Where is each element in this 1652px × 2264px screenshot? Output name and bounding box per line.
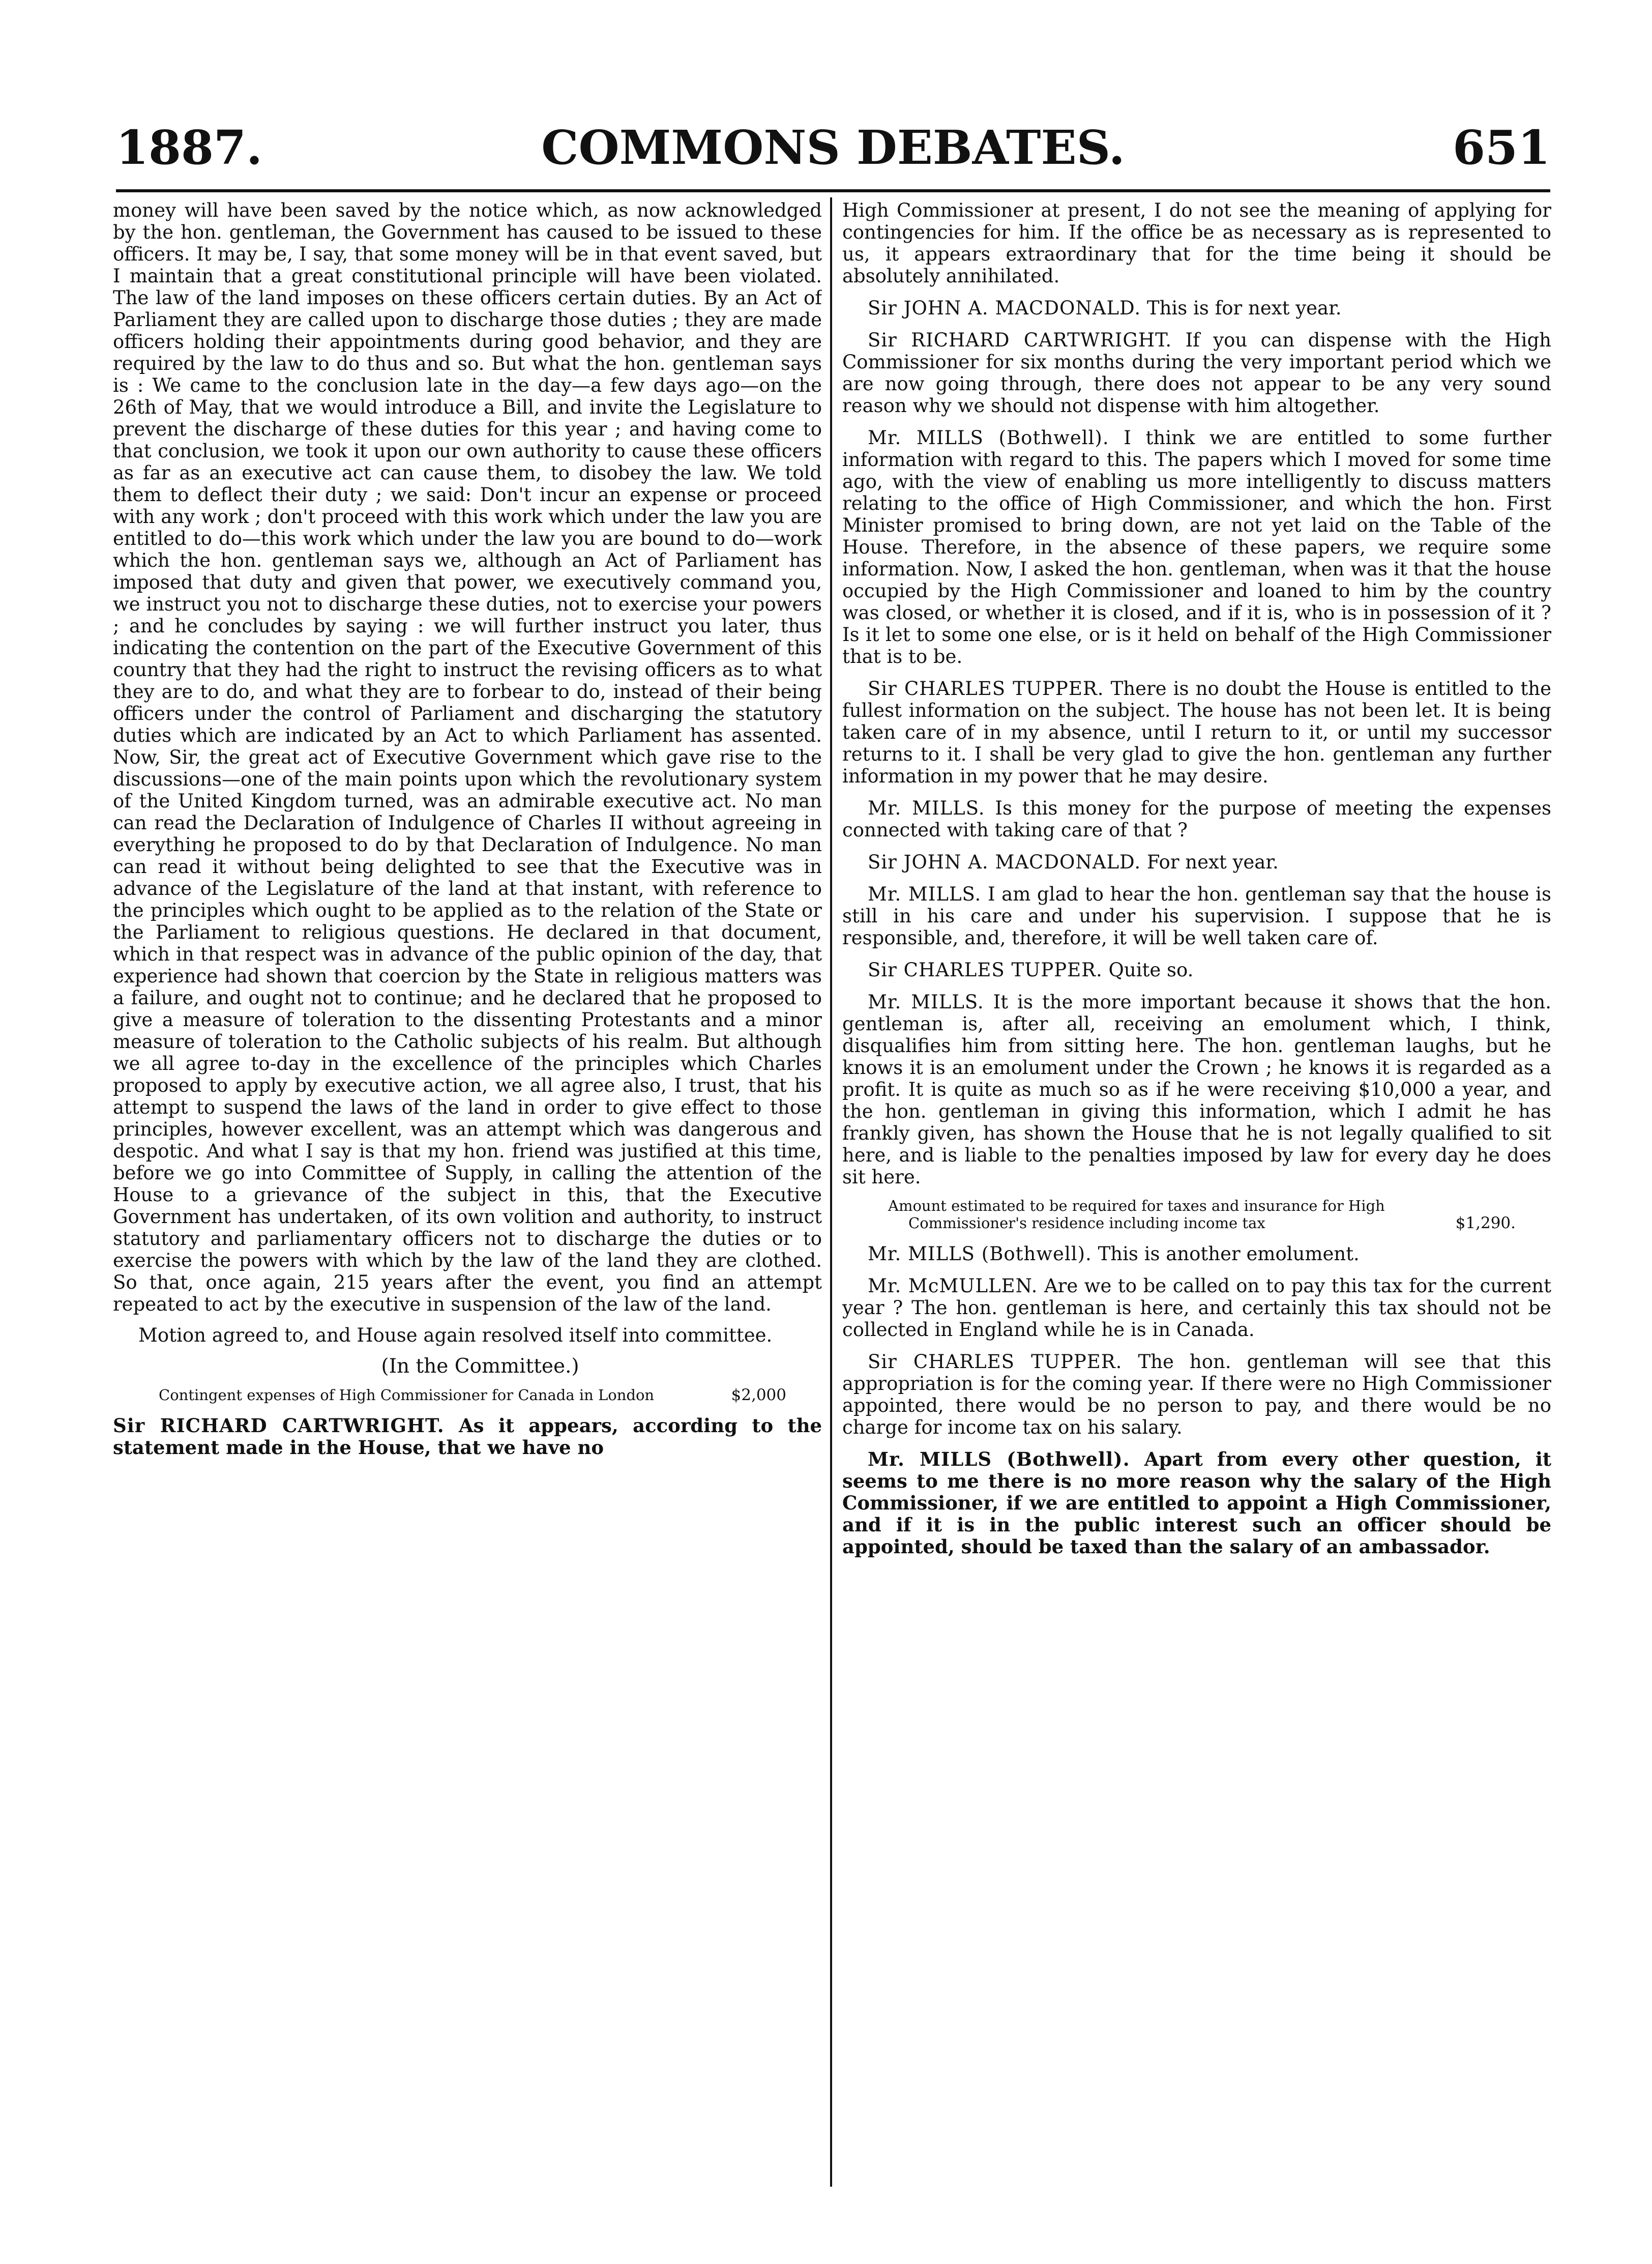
speech-text: It is the more important because it shows that the hon. gentleman is, after all, receiving an emolument which, I think, disqualifies him from sitting here. The hon. gentleman laughs, but he knows it is an emolument under the Crown ; he knows it is regarded as a profit. It is quite as much so as if he were receiving $10,000 a year, and the hon. gentleman in giving this information, which I admit he has frankly given, has shown the House that he is not legally qualified to sit here, and is liable to the penalties imposed by law for every day he does sit here. (842, 991, 1551, 1188)
paragraph: money will have been saved by the notice which, as now acknowledged by the hon. gentleman, the Government has caused to be issued to these officers. It may be, I say, that some money will be in that event saved, but I maintain that a great constitutional principle will have been violated. The law of the land imposes on these officers certain duties. By an Act of Parliament they are called upon to discharge those duties ; they are made officers holding their appointments during good behavior, and they are required by the law to do thus and so. But what the hon. gentleman says is : We came to the conclusion late in the day—a few days ago—on the 26th of May, that we would introduce a Bill, and invite the Legislature to prevent the discharge of these duties for this year ; and having come to that conclusion, we took it upon our own authority to cause these officers as far as an executive act can cause them, to disobey the law. We told them to deflect their duty ; we said: Don't incur an expense or proceed with any work ; don't proceed with this work which under the law you are entitled to do—this work which under the law you are bound to do—work which the hon. gentleman says we, although an Act of Parliament has imposed that duty and given that power, we executively command you, we instruct you not to discharge these duties, not to exercise your powers ; and he concludes by saying : we will further instruct you later, thus indicating the contention on the part of the Executive Government of this country that they had the right to instruct the revising officers as to what they are to do, and what they are to forbear to do, instead of their being officers under the control of Parliament and discharging the statutory duties which are indicated by an Act to which Parliament has assented. Now, Sir, the great act of Executive Government which gave rise to the discussions—one of the main points upon which the revolutionary system of the United Kingdom turned, was an admirable executive act. No man can read the Declaration of Indulgence of Charles II without agreeing in everything he proposed to do by that Declaration of Indulgence. No man can read it without being delighted to see that the Executive was in advance of the Legislature of the land at that instant, with reference to the principles which ought to be applied as to the relation of the State or the Parliament to religious questions. He declared in that document, which in that respect was in advance of the public opinion of the day, that experience had shown that coercion by the State in religious matters was a failure, and ought not to continue; and he declared that he proposed to give a measure of toleration to the dissenting Protestants and a minor measure of toleration to the Catholic subjects of his realm. But although we all agree to-day in the excellence of the principles which Charles proposed to apply by executive action, we all agree also, I trust, that his attempt to suspend the laws of the land in order to give effect to those principles, however excellent, was an attempt which was dangerous and despotic. And what I say is that my hon. friend was justified at this time, before we go into Committee of Supply, in calling the attention of the House to a grievance of the subject in this, that the Executive Government has undertaken, of its own volition and authority, to instruct statutory and parliamentary officers not to discharge the duties or to exercise the powers with which by the law of the land they are clothed. So that, once again, 215 years after the event, you find an attempt repeated to act by the executive in suspension of the law of the land. (113, 199, 822, 1315)
supply-vote-item (159, 1386, 807, 1404)
speech-text: Is this money for the purpose of meeting the expenses connected with taking care of that ? (842, 797, 1551, 841)
speech-text: This is another emolument. (1098, 1243, 1360, 1265)
speech-paragraph (842, 991, 1551, 1188)
speech-paragraph (842, 297, 1551, 319)
speech-text: This is for next year. (1146, 297, 1342, 319)
header-title: COMMONS DEBATES. (541, 120, 1125, 175)
supply-vote-item (888, 1197, 1536, 1232)
speech-paragraph (842, 329, 1551, 417)
speaker-name: Sir CHARLES TUPPER. (868, 678, 1104, 700)
speech-text: Are we to be called on to pay this tax for the current year ? The hon. gentleman is here, and certainly this tax should not be collected in England while he is in Canada. (842, 1275, 1551, 1341)
speaker-name: Sir CHARLES TUPPER. (868, 959, 1103, 981)
speech-text: I think we are entitled to some further information with regard to this. The papers which I moved for some time ago, with the view of enabling us more intelligently to discuss matters relating to the office of High Commissioner, and which the hon. First Minister promised to bring down, are not yet laid on the Table of the House. Therefore, in the absence of these papers, we require some information. Now, I asked the hon. gentleman, when was it that the house occupied by the High Commissioner and loaned to him by the country was closed, or whether it is closed, and if it is, who is in possession of it ? Is it let to some one else, or is it held on behalf of the High Commissioner that is to be. (842, 427, 1551, 667)
speech-paragraph (842, 1275, 1551, 1341)
speech-paragraph (842, 959, 1551, 981)
speaker-name: Mr. MILLS (Bothwell). (868, 1243, 1092, 1265)
speaker-name: Mr. MILLS. (868, 991, 984, 1013)
speech-paragraph (842, 1243, 1551, 1265)
speaker-name: Mr. MILLS. (868, 797, 985, 819)
header-year: 1887. (116, 120, 263, 175)
speaker-name: Sir CHARLES TUPPER. (868, 1351, 1123, 1373)
speech-text: For next year. (1146, 851, 1279, 873)
speaker-name: Sir RICHARD CARTWRIGHT. (113, 1414, 445, 1437)
speaker-name: Mr. MILLS. (868, 883, 982, 905)
speech-text: Quite so. (1108, 959, 1194, 981)
paragraph: Motion agreed to, and House again resolved itself into committee. (138, 1324, 773, 1346)
speech-paragraph (842, 883, 1551, 949)
speaker-name: Sir RICHARD CARTWRIGHT. (868, 329, 1172, 351)
speaker-name: Mr. MILLS (Bothwell). (868, 1448, 1130, 1470)
speech-paragraph (842, 678, 1551, 787)
speech-paragraph (842, 1351, 1551, 1438)
speaker-name: Mr. MILLS (Bothwell). (868, 427, 1109, 449)
speech-paragraph (842, 797, 1551, 841)
speech-paragraph (842, 1448, 1551, 1558)
speaker-name: Sir JOHN A. MACDONALD. (868, 297, 1141, 319)
left-column (113, 199, 822, 2184)
speaker-name: Mr. McMULLEN. (868, 1275, 1038, 1297)
speech-text: The hon. gentleman will see that this appropriation is for the coming year. If there were no High Commissioner appointed, there would be no person to pay, and there would be no charge for income tax on his salary. (842, 1351, 1551, 1438)
vote-description: Amount estimated to be required for taxes and insurance for High Commissioner's residence including income tax (888, 1197, 1385, 1232)
committee-note: (In the Committee.) (381, 1355, 579, 1378)
speech-text: Apart from every other question, it seems to me there is no more reason why the salary of the High Commissioner, if we are entitled to appoint a High Commissioner, and if it is in the public interest such an officer should be appointed, should be taxed than the salary of an ambassador. (842, 1448, 1551, 1558)
speech-paragraph (842, 851, 1551, 873)
vote-amount: $1,290. (1455, 1214, 1516, 1232)
speech-paragraph (842, 427, 1551, 667)
vote-amount: $2,000 (731, 1386, 786, 1404)
speech-text: As it appears, according to the statement made in the House, that we have no (113, 1414, 822, 1459)
vote-description: Contingent expenses of High Commissioner for Canada in London (159, 1386, 655, 1404)
column-divider (830, 197, 832, 2187)
running-head (116, 117, 1550, 183)
speech-text: There is no doubt the House is entitled to the fullest information on the subject. The house has not been let. It is being taken care of in my absence, until I return to it, or until my successor returns to it. I shall be very glad to give the hon. gentleman any further information in my power that he may desire. (842, 678, 1551, 787)
speaker-name: Sir JOHN A. MACDONALD. (868, 851, 1141, 873)
speech-paragraph (113, 1415, 822, 1459)
paragraph: High Commissioner at present, I do not see the meaning of applying for contingencies for him. If the office be as necessary as is represented to us, it appears extraordinary that for the time being it should be absolutely annihilated. (842, 199, 1551, 287)
header-rule (116, 189, 1550, 192)
speech-text: I am glad to hear the hon. gentleman say that the house is still in his care and under his supervision. I suppose that he is responsible, and, therefore, it will be well taken care of. (842, 883, 1551, 949)
page-number: 651 (1452, 120, 1550, 175)
right-column (842, 199, 1551, 2184)
speech-text: If you can dispense with the High Commissioner for six months during the very important period which we are now going through, there does not appear to be any very sound reason why we should not dispense with him altogether. (842, 329, 1551, 417)
